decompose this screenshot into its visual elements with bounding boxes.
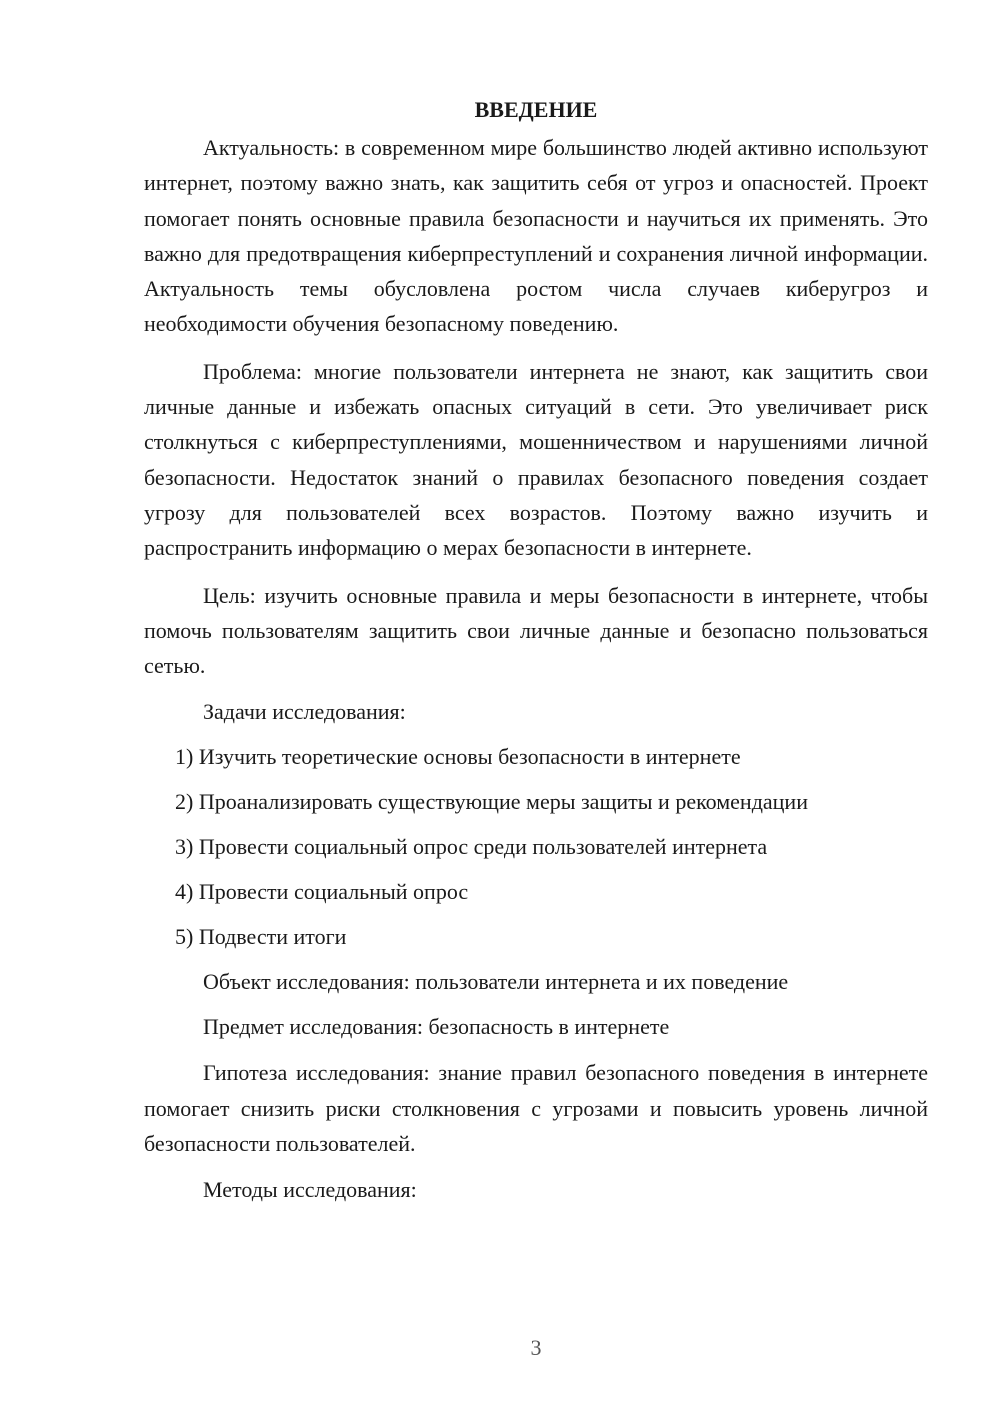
task-item: 4) Провести социальный опрос [175, 879, 469, 905]
hypothesis-paragraph: Гипотеза исследования: знание правил безопасного поведения в интернете помогает снизить риски столкновения с угрозами и повысить уровень личной безопасности пользователей. [144, 1060, 928, 1157]
task-item: 5) Подвести итоги [175, 924, 347, 950]
tasks-heading: Задачи исследования: [203, 699, 406, 725]
problem-paragraph: Проблема: многие пользователи интернета не знают, как защитить свои личные данные и избежать опасных ситуаций в сети. Это увеличивает риск столкнуться с киберпреступлениями, мошенничеством и нарушениями личной безопасности. Недостаток знаний о правилах безопасного поведения создает угрозу для пользователей всех возрастов. Поэтому важно изучить и распространить информацию о мерах безопасности в интернете. [144, 358, 928, 561]
subject-line: Предмет исследования: безопасность в интернете [203, 1014, 670, 1040]
tasks-list [144, 740, 928, 953]
task-item: 3) Провести социальный опрос среди пользователей интернета [175, 834, 768, 860]
section-title: ВВЕДЕНИЕ [474, 97, 598, 122]
goal-paragraph: Цель: изучить основные правила и меры безопасности в интернете, чтобы помочь пользователям защитить свои личные данные и безопасно пользоваться сетью. [144, 582, 928, 679]
relevance-paragraph: Актуальность: в современном мире большинство людей активно используют интернет, поэтому важно знать, как защитить себя от угроз и опасностей. Проект помогает понять основные правила безопасности и научиться их применять. Это важно для предотвращения киберпреступлений и сохранения личной информации. Актуальность темы обусловлена ростом числа случаев киберугроз и необходимости обучения безопасному поведению. [144, 135, 928, 337]
task-item: 2) Проанализировать существующие меры защиты и рекомендации [175, 789, 808, 815]
page-number: 3 [530, 1335, 542, 1360]
page-content [144, 94, 928, 1218]
methods-heading: Методы исследования: [203, 1177, 417, 1203]
object-line: Объект исследования: пользователи интернета и их поведение [203, 969, 789, 995]
task-item: 1) Изучить теоретические основы безопасности в интернете [175, 744, 741, 770]
